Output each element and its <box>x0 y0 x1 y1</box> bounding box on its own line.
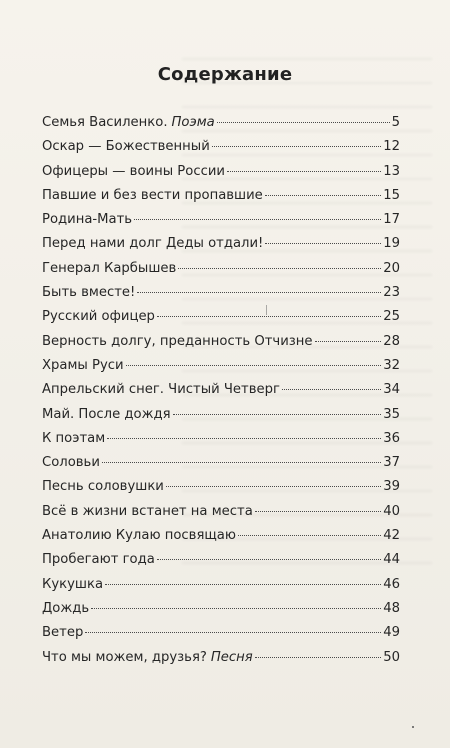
toc-entry-title: Пробегают года <box>42 552 155 568</box>
dot-leader <box>134 219 381 220</box>
toc-entry-subtitle: Поэма <box>171 115 215 130</box>
toc-entry-label <box>42 650 253 665</box>
toc-entry-title: Родина-Мать <box>42 212 133 228</box>
toc-entry <box>42 577 400 601</box>
toc-page-number: 37 <box>383 455 400 471</box>
toc-entry <box>42 650 400 674</box>
toc-entry <box>42 625 400 649</box>
toc-entry-label <box>42 164 225 179</box>
toc-entry <box>42 139 400 163</box>
toc-entry-title: Генерал Карбышев <box>42 260 177 276</box>
dot-leader <box>91 608 381 609</box>
dot-leader <box>157 316 381 317</box>
dot-leader <box>212 146 381 147</box>
toc-entry-label <box>42 528 236 543</box>
dot-leader <box>265 195 381 196</box>
dot-leader <box>166 486 381 487</box>
toc-entry <box>42 407 400 431</box>
toc-entry-subtitle: Песня <box>210 649 253 665</box>
toc-entry <box>42 601 400 625</box>
dot-leader <box>107 438 381 439</box>
toc-entry-label <box>42 358 124 373</box>
toc-entry-label <box>42 236 263 251</box>
toc-entry-label <box>42 382 280 397</box>
toc-page-number: 46 <box>383 576 400 592</box>
toc-entry-label <box>42 212 132 227</box>
toc-page-number: 23 <box>383 285 400 301</box>
toc-page-number: 20 <box>383 260 400 276</box>
toc-entry-label <box>42 431 105 446</box>
toc-entry <box>42 431 400 455</box>
toc-entry-label <box>42 309 155 324</box>
toc-entry <box>42 382 400 406</box>
dot-leader <box>255 511 381 512</box>
toc-entry-title: Что мы можем, друзья? <box>42 649 207 665</box>
toc-entry-label <box>42 139 210 154</box>
dot-leader <box>255 657 381 658</box>
toc-entry <box>42 115 400 139</box>
dot-leader <box>227 171 381 172</box>
toc-entry-title: Перед нами долг Деды отдали! <box>42 236 264 252</box>
toc-entry <box>42 164 400 188</box>
toc-entry-title: Оскар — Божественный <box>42 139 210 155</box>
toc-entry <box>42 528 400 552</box>
toc-page-number: 48 <box>383 600 400 616</box>
toc-entry <box>42 212 400 236</box>
toc-page-number: 40 <box>383 503 400 519</box>
toc-entry-title: Всё в жизни встанет на места <box>42 503 253 519</box>
page-title: Содержание <box>157 64 293 85</box>
toc-entry-title: Павшие и без вести пропавшие <box>42 187 263 203</box>
toc-entry <box>42 285 400 309</box>
toc-entry-title: Май. После дождя <box>42 406 171 422</box>
toc-entry-label <box>42 552 155 567</box>
dot-leader <box>238 535 381 536</box>
dot-leader <box>157 559 381 560</box>
toc-entry-label <box>42 115 215 130</box>
toc-entry-title: Ветер <box>42 625 84 641</box>
toc-entry-title: Русский офицер <box>42 309 155 325</box>
dot-leader <box>315 341 382 342</box>
toc-page-number: 13 <box>383 163 400 179</box>
toc-entry-title: Быть вместе! <box>42 285 136 301</box>
paper-speck <box>412 726 414 728</box>
toc-page-number: 34 <box>383 382 400 398</box>
toc-entry <box>42 552 400 576</box>
toc-page-number: 39 <box>383 479 400 495</box>
dot-leader <box>265 243 381 244</box>
toc-entry-label <box>42 479 164 494</box>
toc-entry-title: Дождь <box>42 600 90 616</box>
toc-entry-title: Кукушка <box>42 576 104 592</box>
toc-entry <box>42 358 400 382</box>
toc-entry-title: Верность долгу, преданность Отчизне <box>42 333 313 349</box>
toc-entry <box>42 334 400 358</box>
toc-page-number: 19 <box>383 236 400 252</box>
toc-page-number: 42 <box>383 528 400 544</box>
toc-entry <box>42 261 400 285</box>
toc-page-number: 17 <box>383 212 400 228</box>
toc-entry-title: Анатолию Кулаю посвящаю <box>42 528 236 544</box>
toc-entry-label <box>42 261 176 276</box>
toc-entry-label <box>42 455 100 470</box>
toc-entry-label <box>42 407 171 422</box>
toc-entry-title: Песнь соловушки <box>42 479 164 495</box>
toc-entry-label <box>42 188 263 203</box>
toc-entry <box>42 455 400 479</box>
toc-page-number: 15 <box>383 187 400 203</box>
toc-page-number: 35 <box>383 406 400 422</box>
toc-entry-label <box>42 504 253 519</box>
toc-entry <box>42 188 400 212</box>
dot-leader <box>178 268 381 269</box>
dot-leader <box>105 584 381 585</box>
toc-entry-title: Соловьи <box>42 455 100 471</box>
table-of-contents <box>42 115 400 674</box>
toc-entry-label <box>42 601 89 616</box>
toc-page-number: 5 <box>391 115 400 130</box>
toc-entry-title: Семья Василенко. <box>42 115 168 130</box>
dot-leader <box>282 389 381 390</box>
toc-entry-title: Офицеры — воины России <box>42 163 225 179</box>
pencil-mark <box>266 305 267 315</box>
toc-entry-label <box>42 577 103 592</box>
toc-page-number: 32 <box>383 357 400 373</box>
toc-page-number: 44 <box>383 552 400 568</box>
dot-leader <box>85 632 381 633</box>
toc-entry-label <box>42 285 135 300</box>
toc-entry-label <box>42 334 313 349</box>
toc-entry <box>42 504 400 528</box>
toc-page-number: 49 <box>383 625 400 641</box>
toc-page-number: 36 <box>383 430 400 446</box>
dot-leader <box>126 365 382 366</box>
toc-entry <box>42 236 400 260</box>
toc-page-number: 28 <box>383 333 400 349</box>
dot-leader <box>137 292 381 293</box>
toc-entry <box>42 309 400 333</box>
toc-entry-title: Апрельский снег. Чистый Четверг <box>42 382 280 398</box>
toc-entry-title: К поэтам <box>42 430 106 446</box>
dot-leader <box>173 414 382 415</box>
toc-page-number: 12 <box>383 139 400 155</box>
toc-entry-label <box>42 625 83 640</box>
toc-entry <box>42 479 400 503</box>
toc-page-number: 50 <box>383 649 400 665</box>
dot-leader <box>217 122 390 123</box>
toc-page-number: 25 <box>383 309 400 325</box>
toc-entry-title: Храмы Руси <box>42 357 124 373</box>
dot-leader <box>102 462 381 463</box>
